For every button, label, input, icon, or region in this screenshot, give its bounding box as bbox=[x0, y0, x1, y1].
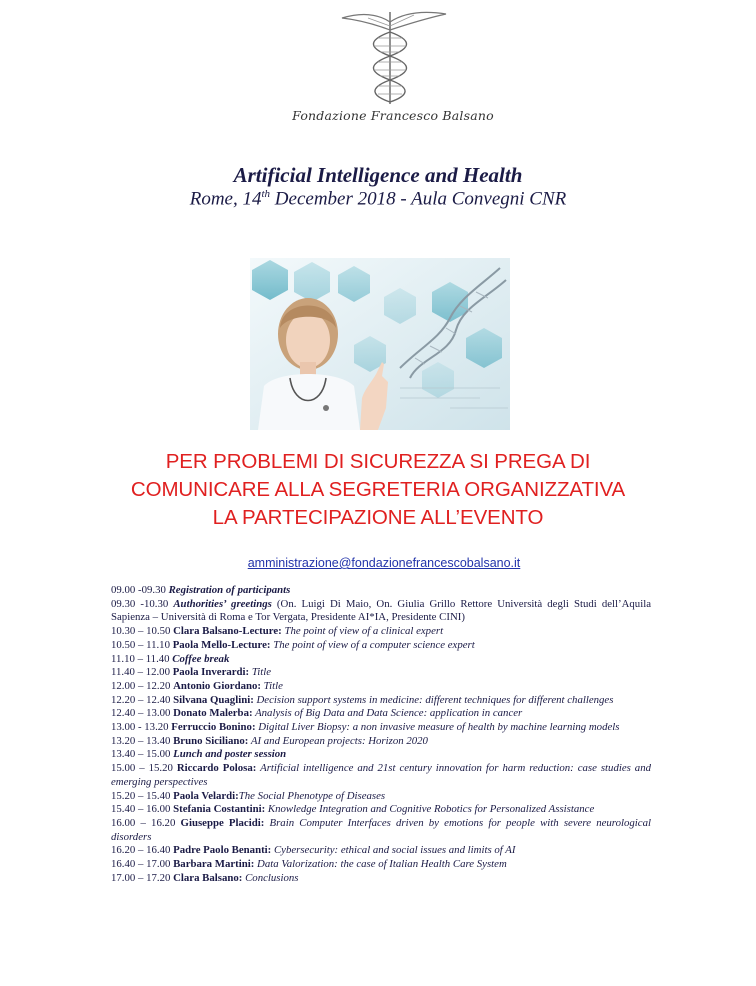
program-time: 17.00 – 17.20 bbox=[111, 871, 174, 884]
program-time: 11.40 – 12.00 bbox=[111, 666, 173, 679]
contact-email-link[interactable]: amministrazione@fondazionefrancescobalsano.it bbox=[247, 556, 521, 570]
hero-image bbox=[250, 258, 510, 430]
program-speaker: Donato Malerba: bbox=[173, 707, 253, 720]
program-extra: (On. Luigi Di Maio, On. Giulia Grillo Rettore Università degli Studi dell’Aquila Sapienza – Università di Roma e Tor Vergata, Presidente AI*IA, Presidente CINI) bbox=[111, 597, 652, 624]
caduceus-icon bbox=[328, 8, 458, 106]
event-subtitle bbox=[0, 188, 756, 210]
program-talk: Lunch and poster session bbox=[173, 748, 287, 761]
program-time: 12.20 – 12.40 bbox=[111, 693, 174, 706]
program-speaker: Padre Paolo Benanti: bbox=[173, 844, 272, 857]
program-talk: Registration of participants bbox=[168, 584, 291, 596]
program-list bbox=[111, 584, 651, 885]
program-row bbox=[111, 584, 651, 598]
program-talk: The Social Phenotype of Diseases bbox=[238, 789, 386, 802]
program-speaker: Stefania Costantini: bbox=[173, 803, 266, 816]
program-speaker: Silvana Quaglini: bbox=[173, 693, 254, 706]
program-time: 15.40 – 16.00 bbox=[111, 803, 174, 816]
notice-line-1: PER PROBLEMI DI SICUREZZA SI PREGA DI bbox=[165, 450, 591, 473]
program-time: 16.00 – 16.20 bbox=[111, 816, 181, 829]
program-talk: Artificial intelligence and 21st century innovation for harm reduction: case studies and emerging perspectives bbox=[111, 762, 651, 788]
program-row bbox=[111, 844, 651, 858]
subtitle-sup: th bbox=[261, 188, 271, 200]
program-time: 16.20 – 16.40 bbox=[111, 844, 174, 857]
subtitle-pre: Rome, 14 bbox=[189, 188, 262, 210]
program-time: 11.10 – 11.40 bbox=[111, 652, 173, 665]
program-row bbox=[111, 694, 651, 708]
program-talk: Title bbox=[249, 666, 272, 679]
program-time: 12.40 – 13.00 bbox=[111, 707, 174, 720]
program-row bbox=[111, 680, 651, 694]
subtitle-post: December 2018 - Aula Convegni CNR bbox=[270, 188, 567, 210]
program-talk: AI and European projects: Horizon 2020 bbox=[248, 734, 428, 747]
program-row bbox=[111, 817, 651, 844]
program-time: 13.00 - 13.20 bbox=[111, 721, 172, 734]
program-speaker: Paola Velardi: bbox=[173, 789, 239, 802]
program-talk: Title bbox=[260, 679, 283, 692]
program-speaker: Ferruccio Bonino: bbox=[171, 721, 256, 734]
program-row bbox=[111, 762, 651, 789]
program-row bbox=[111, 790, 651, 804]
program-talk: Cybersecurity: ethical and social issues and limits of AI bbox=[271, 844, 516, 857]
program-row bbox=[111, 598, 651, 625]
program-speaker: Bruno Siciliano: bbox=[173, 734, 249, 747]
notice-line-2: COMUNICARE ALLA SEGRETERIA ORGANIZZATIVA bbox=[130, 478, 626, 501]
notice-line-3: LA PARTECIPAZIONE ALL’EVENTO bbox=[212, 506, 544, 529]
program-row bbox=[111, 748, 651, 762]
program-speaker: Riccardo Polosa: bbox=[176, 762, 257, 775]
program-time: 10.30 – 10.50 bbox=[111, 625, 174, 638]
foundation-name: Fondazione Francesco Balsano bbox=[292, 108, 494, 123]
program-talk: The point of view of a clinical expert bbox=[281, 625, 444, 638]
program-speaker: Paola Mello-Lecture: bbox=[172, 638, 271, 651]
program-time: 15.20 – 15.40 bbox=[111, 789, 174, 802]
program-talk: Decision support systems in medicine: different techniques for different challenges bbox=[253, 693, 614, 706]
program-time: 09.30 -10.30 bbox=[111, 597, 174, 610]
program-speaker: Giuseppe Placidi: bbox=[180, 816, 265, 829]
program-row bbox=[111, 653, 651, 667]
program-row bbox=[111, 803, 651, 817]
program-row bbox=[111, 639, 651, 653]
program-row bbox=[111, 721, 651, 735]
program-speaker: Clara Balsano-Lecture: bbox=[173, 625, 282, 638]
program-speaker: Paola Inverardi: bbox=[172, 666, 250, 679]
program-time: 09.00 -09.30 bbox=[111, 584, 169, 596]
program-row bbox=[111, 707, 651, 721]
program-row bbox=[111, 872, 651, 886]
program-time: 15.00 – 15.20 bbox=[111, 762, 177, 775]
program-time: 10.50 – 11.10 bbox=[111, 638, 173, 651]
program-row bbox=[111, 735, 651, 749]
program-talk: Authorities’ greetings bbox=[173, 597, 272, 610]
program-talk: Coffee break bbox=[172, 652, 230, 665]
foundation-logo bbox=[268, 8, 518, 128]
program-time: 12.00 – 12.20 bbox=[111, 679, 174, 692]
program-time: 13.40 – 15.00 bbox=[111, 748, 174, 761]
program-talk: Analysis of Big Data and Data Science: application in cancer bbox=[252, 707, 523, 720]
event-title: Artificial Intelligence and Health bbox=[233, 163, 523, 187]
program-row bbox=[111, 858, 651, 872]
program-time: 13.20 – 13.40 bbox=[111, 734, 174, 747]
program-talk: The point of view of a computer science expert bbox=[270, 638, 475, 651]
program-time: 16.40 – 17.00 bbox=[111, 858, 174, 871]
program-talk: Conclusions bbox=[242, 871, 299, 884]
program-speaker: Clara Balsano: bbox=[173, 871, 243, 884]
program-speaker: Antonio Giordano: bbox=[173, 679, 261, 692]
program-talk: Data Valorization: the case of Italian Health Care System bbox=[254, 858, 507, 871]
program-row bbox=[111, 625, 651, 639]
security-notice bbox=[0, 448, 756, 532]
program-row bbox=[111, 666, 651, 680]
program-talk: Digital Liver Biopsy: a non invasive measure of health by machine learning models bbox=[255, 721, 620, 734]
program-talk: Knowledge Integration and Cognitive Robotics for Personalized Assistance bbox=[265, 803, 595, 816]
program-speaker: Barbara Martini: bbox=[173, 858, 255, 871]
program-talk: Brain Computer Interfaces driven by emotions for people with severe neurological disorders bbox=[111, 816, 651, 843]
